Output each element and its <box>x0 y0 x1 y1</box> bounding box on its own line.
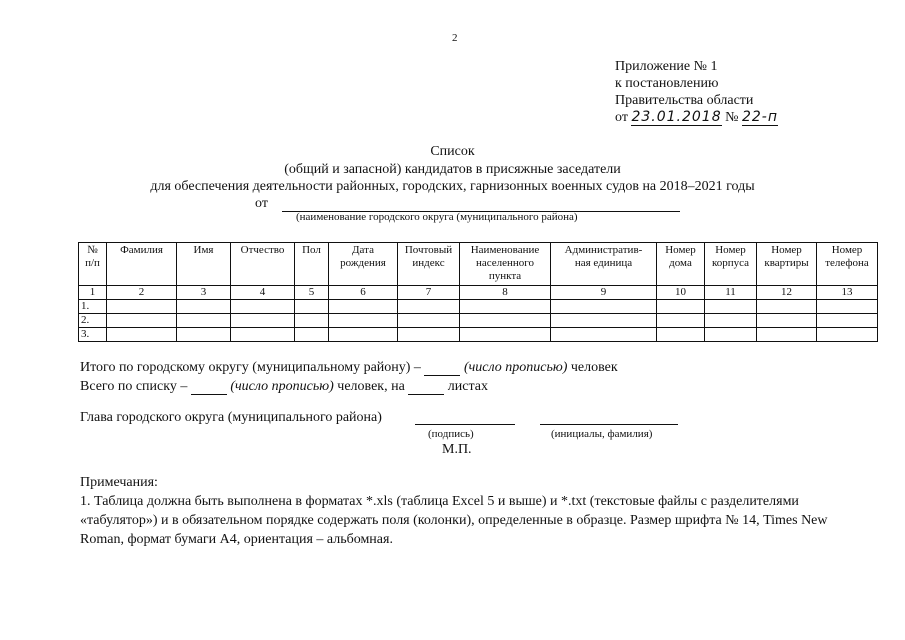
appendix-ot: от <box>615 110 628 125</box>
mp-label: М.П. <box>442 442 472 457</box>
appendix-line2: к постановлению <box>615 76 719 91</box>
column-header: Почтовый индекс <box>398 243 460 286</box>
notes-text: 1. Таблица должна быть выполнена в форматах *.xls (таблица Excel 5 и выше) и *.txt (текстовые файлы с разделителями «табулятор») и в обязательном порядке содержать поля (колонки), определенные в образце. Размер шрифта № 14, Times New Roman, формат бумаги А4, ориентация – альбомная. <box>80 494 828 547</box>
title-line1: Список <box>430 144 475 159</box>
column-header: Имя <box>177 243 231 286</box>
column-number: 13 <box>817 286 878 300</box>
column-number: 12 <box>757 286 817 300</box>
notes-heading: Примечания: <box>80 475 158 490</box>
appendix-number: 22-п <box>741 109 778 125</box>
notes-block <box>80 473 870 549</box>
column-header: № п/п <box>79 243 107 286</box>
sign-caption: (подпись) <box>428 428 474 440</box>
appendix-date: 23.01.2018 <box>631 109 722 125</box>
column-number: 8 <box>460 286 551 300</box>
column-header: Номер квартиры <box>757 243 817 286</box>
column-number: 10 <box>657 286 705 300</box>
title-line3: для обеспечения деятельности районных, городских, гарнизонных военных судов на 2018–2021 годы <box>150 179 755 194</box>
table-row <box>79 328 878 342</box>
table-row <box>79 314 878 328</box>
ot-blank-line <box>282 197 680 212</box>
appendix-block <box>615 58 778 126</box>
candidates-table <box>78 242 878 342</box>
column-header: Номер корпуса <box>705 243 757 286</box>
vsego-italic: (число прописью) <box>230 379 334 394</box>
title-ot: от <box>255 196 268 211</box>
itogo-prefix: Итого по городскому округу (муниципальному району) – <box>80 360 425 375</box>
vsego-sheets-blank <box>408 380 444 395</box>
name-blank <box>540 410 678 425</box>
itogo-suffix: человек <box>567 360 618 375</box>
vsego-suffix: листах <box>444 379 488 394</box>
row-number: 2. <box>79 314 107 328</box>
vsego-line <box>80 379 488 395</box>
column-number: 3 <box>177 286 231 300</box>
column-header: Наименование населенного пункта <box>460 243 551 286</box>
signature-blank <box>415 410 515 425</box>
title-ot-line <box>255 196 680 212</box>
column-number: 11 <box>705 286 757 300</box>
column-number: 9 <box>551 286 657 300</box>
table-number-row <box>79 286 878 300</box>
name-caption: (инициалы, фамилия) <box>551 428 653 440</box>
appendix-line1: Приложение № 1 <box>615 59 718 74</box>
row-number: 3. <box>79 328 107 342</box>
signature-label: Глава городского округа (муниципального района) <box>80 410 382 425</box>
itogo-line <box>80 360 618 376</box>
table-row <box>79 300 878 314</box>
column-header: Фамилия <box>107 243 177 286</box>
itogo-blank <box>424 361 460 376</box>
itogo-italic: (число прописью) <box>463 360 568 375</box>
vsego-blank <box>191 380 227 395</box>
signature-line <box>80 410 382 426</box>
title-caption: (наименование городского округа (муниципального района) <box>296 211 578 223</box>
appendix-line3: Правительства области <box>615 93 754 108</box>
column-header: Пол <box>295 243 329 286</box>
vsego-mid: человек, на <box>333 379 409 394</box>
column-number: 4 <box>231 286 295 300</box>
column-header: Административ- ная единица <box>551 243 657 286</box>
vsego-prefix: Всего по списку – <box>80 379 191 394</box>
column-header: Номер телефона <box>817 243 878 286</box>
column-header: Отчество <box>231 243 295 286</box>
title-line2: (общий и запасной) кандидатов в присяжные заседатели <box>284 162 621 177</box>
column-number: 1 <box>79 286 107 300</box>
appendix-date-line <box>615 109 778 126</box>
column-number: 6 <box>329 286 398 300</box>
column-number: 7 <box>398 286 460 300</box>
column-header: Номер дома <box>657 243 705 286</box>
column-number: 5 <box>295 286 329 300</box>
page-number: 2 <box>452 32 458 44</box>
table-header-row <box>79 243 878 286</box>
column-header: Дата рождения <box>329 243 398 286</box>
row-number: 1. <box>79 300 107 314</box>
appendix-num-sign: № <box>725 110 739 125</box>
column-number: 2 <box>107 286 177 300</box>
